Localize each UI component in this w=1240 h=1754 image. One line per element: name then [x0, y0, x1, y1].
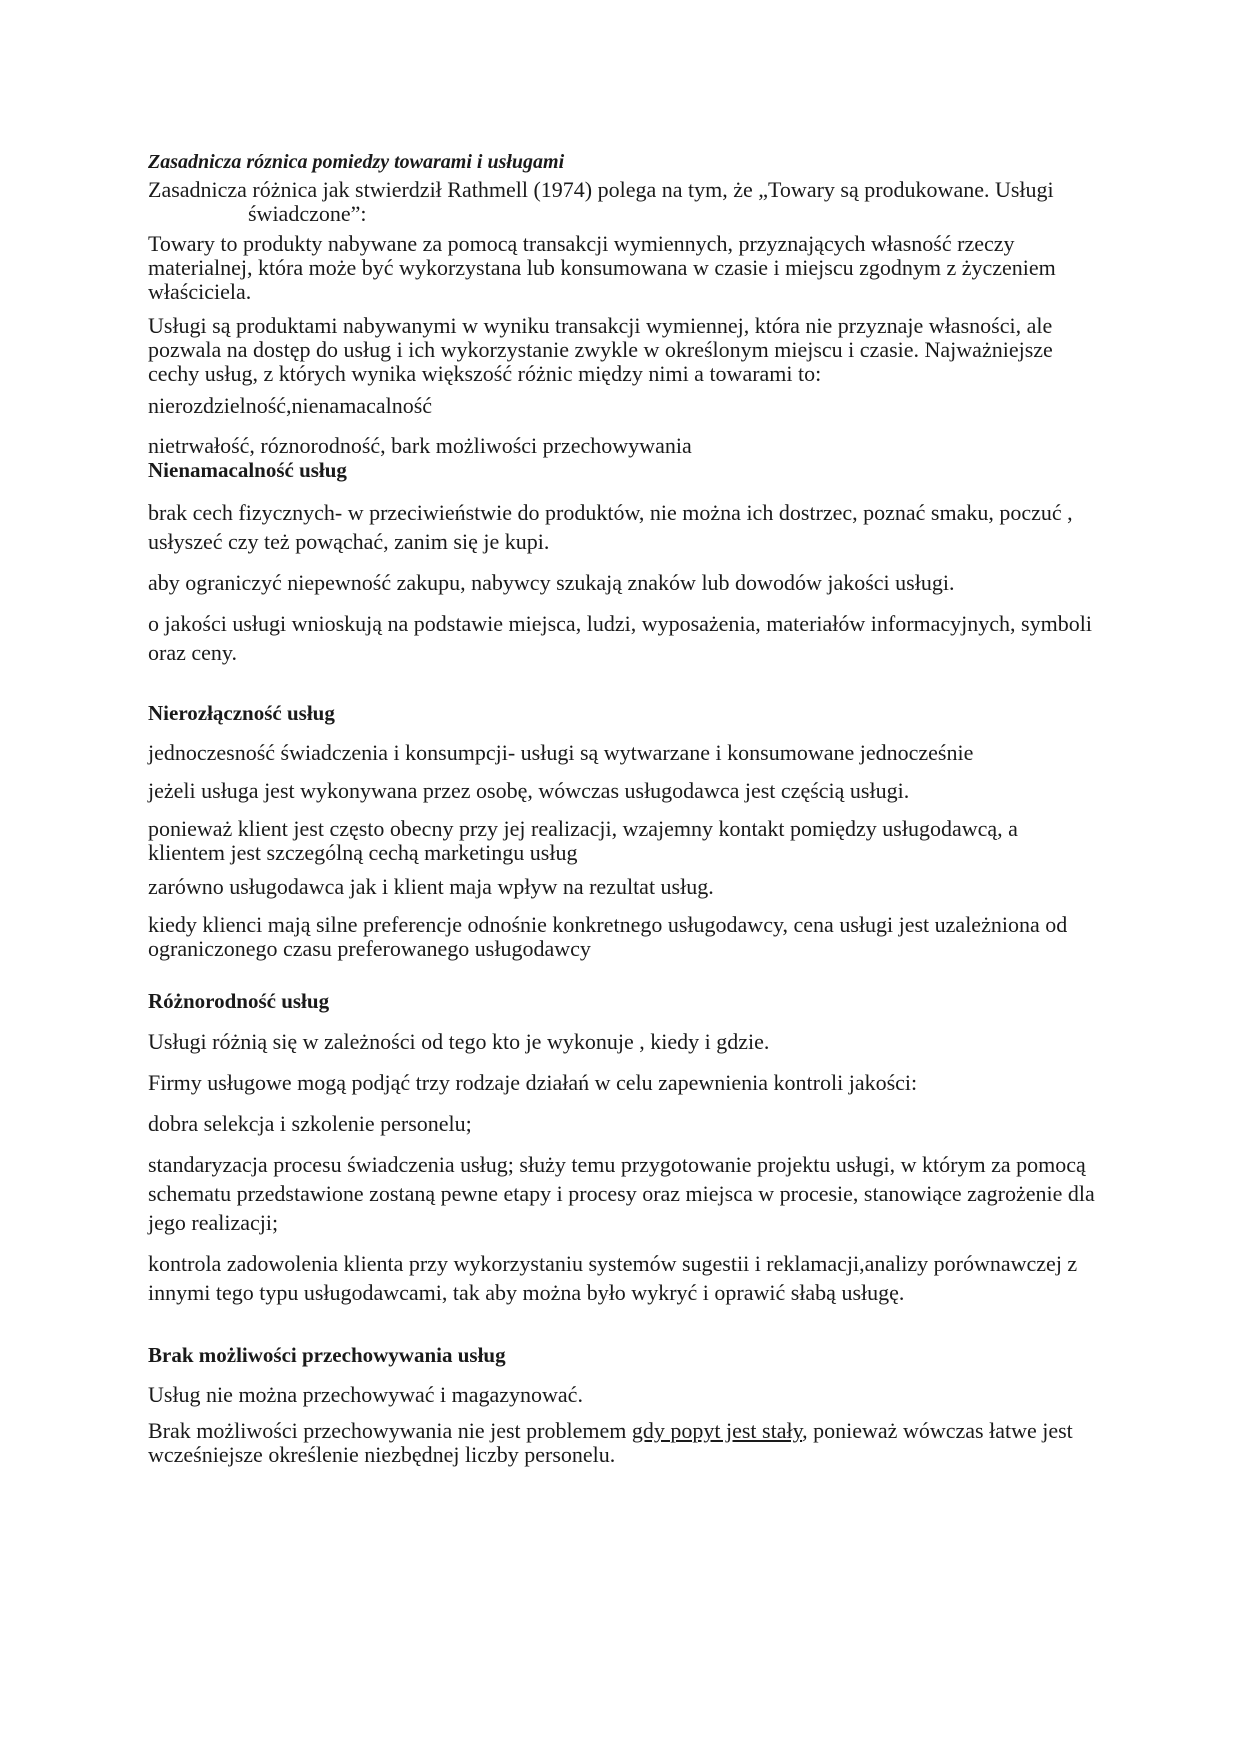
- features-line-2: nietrwałość, róznorodność, bark możliwości przechowywania: [148, 433, 692, 458]
- section-paragraph: zarówno usługodawca jak i klient maja wpływ na rezultat usług.: [148, 874, 714, 899]
- services-paragraph: Usługi są produktami nabywanymi w wyniku transakcji wymiennej, która nie przyznaje własności, ale pozwala na dostęp do usług i ich wykorzystanie zwykle w określonym miejscu i czasie. Najważniejsze cechy usług, z których wynika większość różnic między nimi a towarami to:: [148, 313, 1053, 386]
- section-paragraph: Firmy usługowe mogą podjąć trzy rodzaje działań w celu zapewnienia kontroli jakości:: [148, 1070, 918, 1095]
- last-paragraph-start: Brak możliwości przechowywania nie jest problemem: [148, 1418, 632, 1443]
- section-paragraph: ponieważ klient jest często obecny przy jej realizacji, wzajemny kontakt pomiędzy usługodawcą, a klientem jest szczególną cechą marketingu usług: [148, 816, 1018, 865]
- intro-paragraph: Zasadnicza różnica jak stwierdził Rathmell (1974) polega na tym, że „Towary są produkowane. Usługi świadczone”:: [148, 177, 1054, 226]
- section-paragraph: standaryzacja procesu świadczenia usług; służy temu przygotowanie projektu usługi, w którym za pomocą schematu przedstawione zostaną pewne etapy i procesy oraz miejsca w procesie, stanowiące zagrożenie dla jego realizacji;: [148, 1152, 1095, 1235]
- section-paragraph: brak cech fizycznych- w przeciwieństwie do produktów, nie można ich dostrzec, poznać smaku, poczuć , usłyszeć czy też powąchać, zanim się je kupi.: [148, 500, 1073, 554]
- underlined-phrase: gdy popyt jest stały: [631, 1418, 803, 1443]
- section-paragraph: kontrola zadowolenia klienta przy wykorzystaniu systemów sugestii i reklamacji,analizy porównawczej z innymi tego typu usługodawcami, tak aby można było wykryć i oprawić słabą usługę.: [148, 1251, 1078, 1305]
- section-heading-intangibility: Nienamacalność usług: [148, 458, 347, 482]
- section-heading-inseparability: Nierozłączność usług: [148, 701, 335, 725]
- section-paragraph-last: [148, 1419, 1098, 1467]
- section-paragraph: jednoczesność świadczenia i konsumpcji- usługi są wytwarzane i konsumowane jednocześnie: [148, 740, 974, 765]
- document-page: [148, 150, 1098, 1467]
- section-paragraph: dobra selekcja i szkolenie personelu;: [148, 1111, 472, 1136]
- section-heading-perishability: Brak możliwości przechowywania usług: [148, 1343, 506, 1367]
- section-paragraph: kiedy klienci mają silne preferencje odnośnie konkretnego usługodawcy, cena usługi jest uzależniona od ograniczonego czasu preferowanego usługodawcy: [148, 912, 1068, 961]
- section-paragraph: jeżeli usługa jest wykonywana przez osobę, wówczas usługodawca jest częścią usługi.: [148, 778, 910, 803]
- last-paragraph-end: , ponieważ wówczas łatwe jest wcześniejsze określenie niezbędnej liczby personelu.: [148, 1418, 1073, 1467]
- features-line-1: nierozdzielność,nienamacalność: [148, 393, 433, 418]
- section-paragraph: aby ograniczyć niepewność zakupu, nabywcy szukają znaków lub dowodów jakości usługi.: [148, 570, 955, 595]
- section-paragraph: Usług nie można przechowywać i magazynować.: [148, 1382, 583, 1407]
- section-paragraph: o jakości usługi wnioskują na podstawie miejsca, ludzi, wyposażenia, materiałów informacyjnych, symboli oraz ceny.: [148, 611, 1092, 665]
- section-paragraph: Usługi różnią się w zależności od tego kto je wykonuje , kiedy i gdzie.: [148, 1029, 770, 1054]
- document-title: Zasadnicza róznica pomiedzy towarami i usługami: [148, 151, 565, 173]
- section-heading-diversity: Różnorodność usług: [148, 989, 330, 1013]
- goods-paragraph: Towary to produkty nabywane za pomocą transakcji wymiennych, przyznających własność rzeczy materialnej, która może być wykorzystana lub konsumowana w czasie i miejscu zgodnym z życzeniem właściciela.: [148, 231, 1056, 304]
